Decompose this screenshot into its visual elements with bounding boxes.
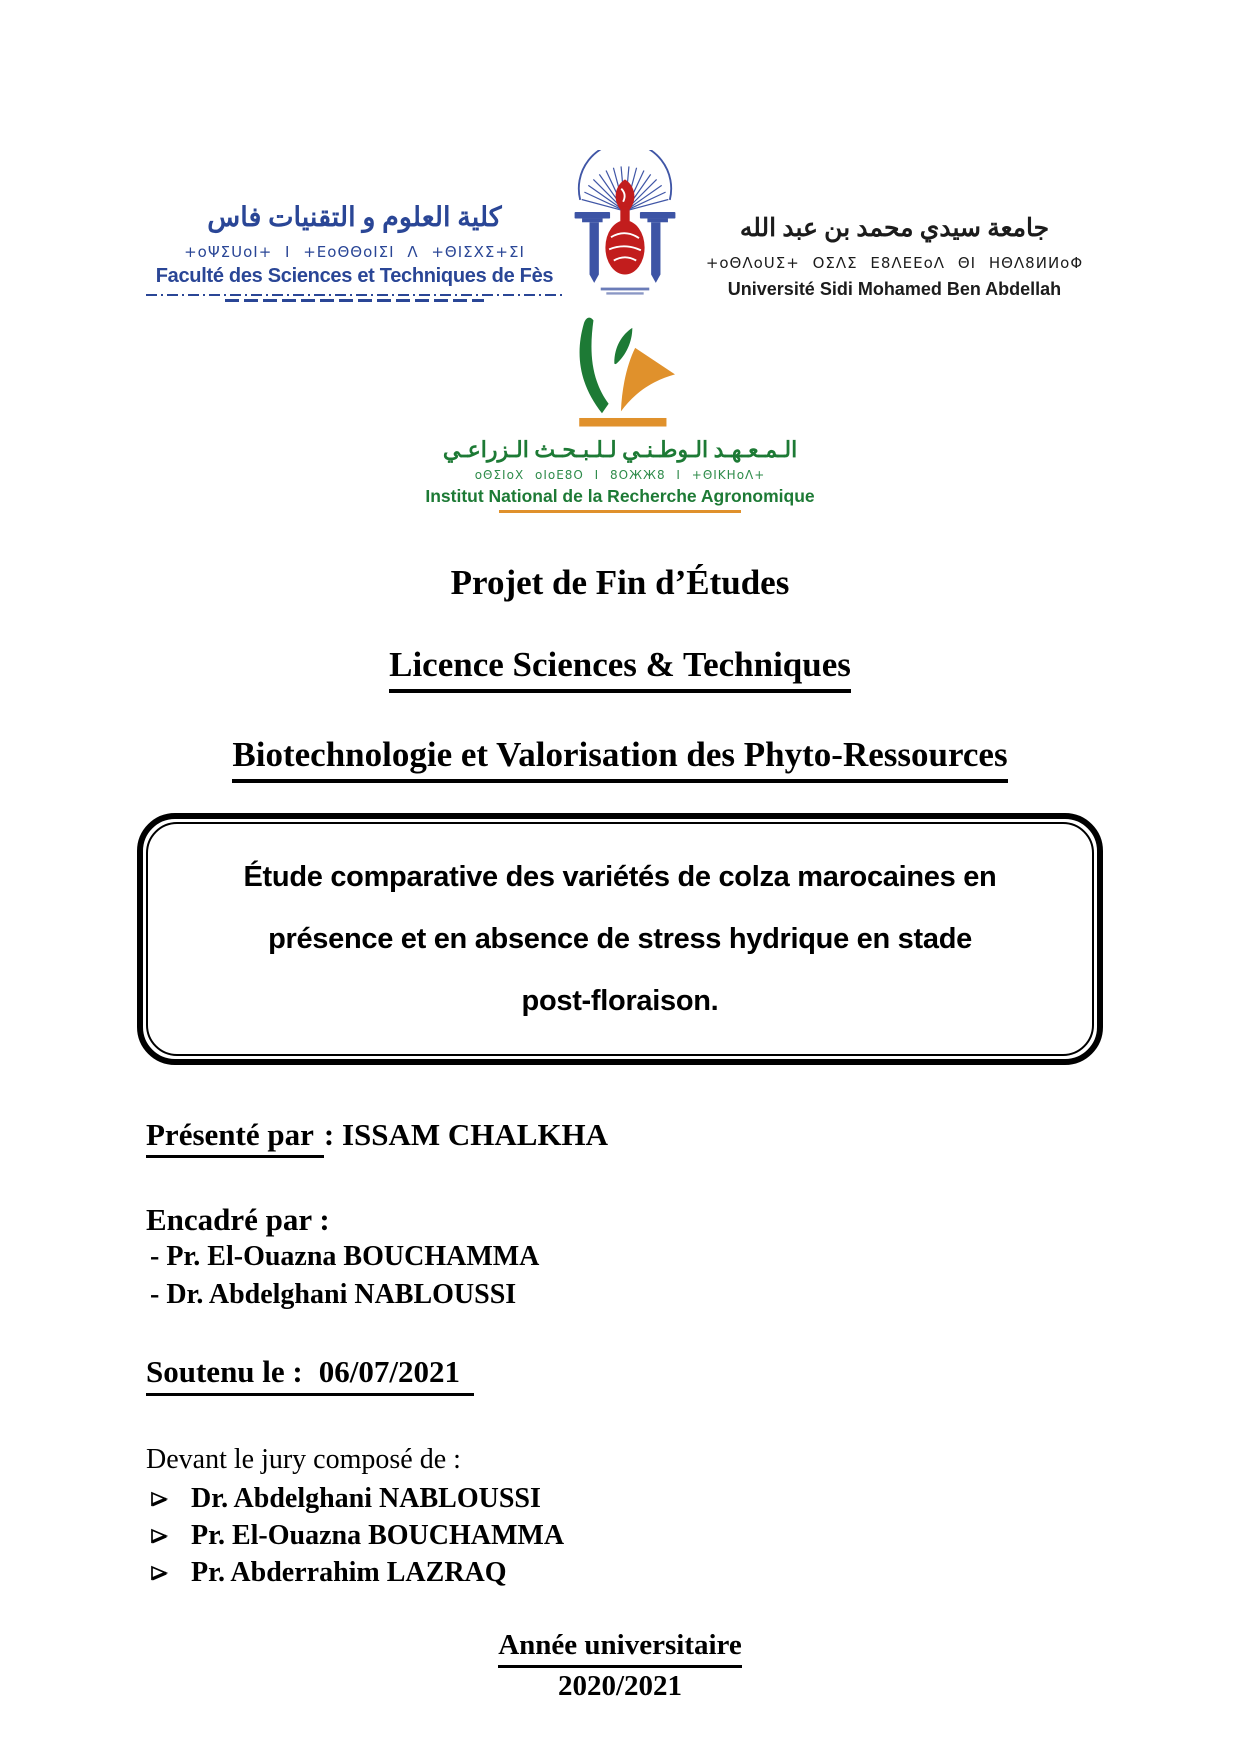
- university-logo-block: [687, 212, 1102, 302]
- program-text: Biotechnologie et Valorisation des Phyto-Ressources: [232, 735, 1007, 783]
- faculty-name-french: Faculté des Sciences et Techniques de Fès: [155, 265, 554, 287]
- supervisors-list: [150, 1238, 1240, 1314]
- university-name-arabic: جامعة سيدي محمد بن عبد الله: [739, 215, 1050, 242]
- degree-title: [0, 645, 1240, 693]
- academic-year-block: [0, 1627, 1240, 1705]
- decorative-dash-line: [146, 294, 563, 296]
- jury-list: [146, 1480, 1240, 1591]
- thesis-title-box-inner: [146, 822, 1094, 1056]
- university-name-tifinagh: +oΘΛoUΣ+ ΟΣΛΣ Ε8ΛΕΕoΛ ΘΙ ΗΘΛ8ИИoΦ: [705, 254, 1084, 272]
- header-logos: [0, 0, 1240, 302]
- academic-year-value: 2020/2021: [557, 1670, 683, 1702]
- academic-year-label: Année universitaire: [498, 1627, 742, 1668]
- inra-orange-rule: [499, 510, 741, 513]
- jury-intro: Devant le jury composé de :: [146, 1444, 461, 1475]
- inra-name-arabic: الـمـعـهـد الـوطـنـي لـلـبـحـث الـزراعـي: [442, 437, 798, 462]
- university-name-french: Université Sidi Mohamed Ben Abdellah: [727, 279, 1062, 299]
- defense-date-line: [146, 1354, 1240, 1396]
- faculty-name-tifinagh: +oΨΣUoΙ+ Ι +ΕoΘΘoΙΣΙ Λ +ΘΙΣΧΣ+ΣΙ: [184, 243, 525, 261]
- jury-row: [150, 1480, 1240, 1517]
- decorative-dash-line: [225, 299, 484, 302]
- arrow-bullet-icon: [150, 1565, 169, 1581]
- inra-name-french: Institut National de la Recherche Agronomique: [425, 486, 815, 506]
- program-title: [0, 735, 1240, 783]
- inra-name-tifinagh: oΘΣΙoX oΙoΕ8Ο Ι 8ΟЖЖ8 Ι +ΘΙΚΗoΛ+: [474, 468, 766, 482]
- jury-member-name: Pr. Abderrahim LAZRAQ: [191, 1557, 507, 1588]
- presented-by-separator: :: [323, 1117, 342, 1152]
- arrow-bullet-icon: [150, 1491, 169, 1507]
- defense-date-underline: [146, 1354, 474, 1396]
- inra-logo-icon: [527, 308, 713, 436]
- jury-row: [150, 1517, 1240, 1554]
- author-name: ISSAM CHALKHA: [341, 1117, 609, 1152]
- defense-date-value: 06/07/2021: [318, 1354, 460, 1389]
- supervised-by-label: Encadré par :: [146, 1202, 330, 1237]
- arrow-bullet-icon: [150, 1528, 169, 1544]
- faculty-logo-block: [146, 199, 563, 302]
- thesis-title-line-1: Étude comparative des variétés de colza marocaines en: [243, 861, 997, 893]
- supervisor-line: - Pr. El-Ouazna BOUCHAMMA: [150, 1241, 540, 1272]
- faculty-name-arabic: كلية العلوم و التقنيات فاس: [207, 202, 502, 232]
- inra-logo-block: [0, 308, 1240, 513]
- presented-by-label: Présenté par: [146, 1117, 324, 1158]
- document-type-title: [0, 563, 1240, 603]
- thesis-title-line-2: présence et en absence de stress hydrique en stade: [268, 923, 972, 955]
- presented-by-line: [146, 1117, 1240, 1158]
- thesis-title-box: [137, 813, 1103, 1065]
- supervisor-line: - Dr. Abdelghani NABLOUSSI: [150, 1279, 517, 1310]
- jury-member-name: Pr. El-Ouazna BOUCHAMMA: [191, 1520, 565, 1551]
- document-type-text: Projet de Fin d’Études: [450, 563, 790, 602]
- defense-date-label: Soutenu le :: [146, 1354, 303, 1389]
- university-emblem-icon: [569, 150, 681, 302]
- thesis-title-line-3: post-floraison.: [521, 985, 719, 1017]
- jury-member-name: Dr. Abdelghani NABLOUSSI: [191, 1483, 541, 1514]
- degree-text: Licence Sciences & Techniques: [389, 645, 851, 693]
- jury-row: [150, 1554, 1240, 1591]
